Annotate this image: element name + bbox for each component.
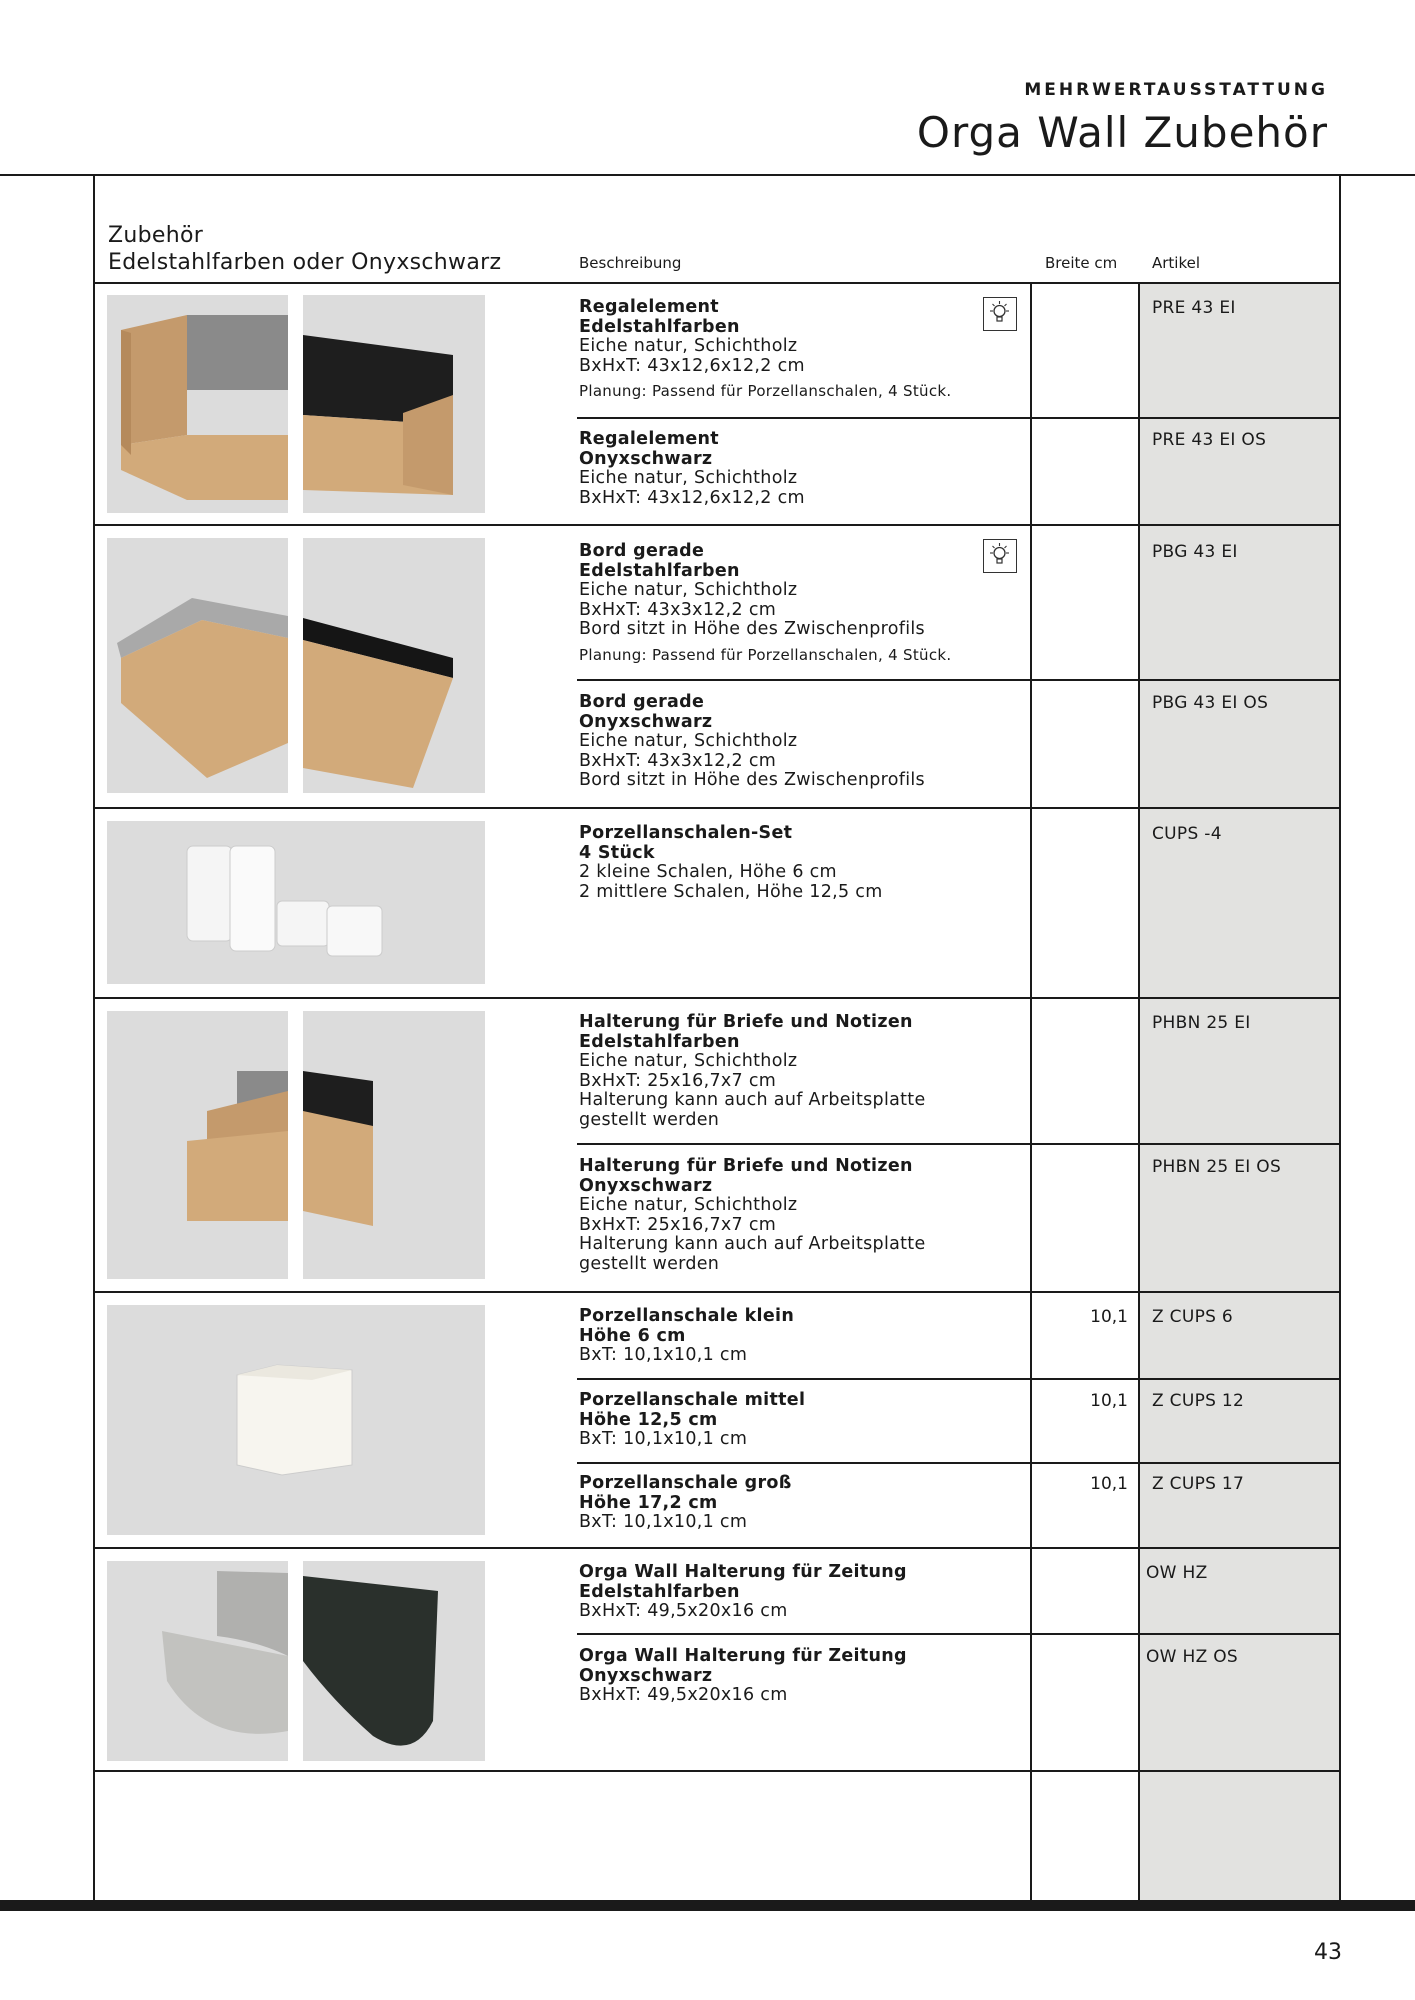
page-title: Orga Wall Zubehör xyxy=(916,108,1328,157)
row-divider xyxy=(577,1378,1341,1380)
article-number: PHBN 25 EI OS xyxy=(1152,1157,1282,1177)
product-image-regalelement-edelstahl xyxy=(107,295,288,513)
article-number: PBG 43 EI OS xyxy=(1152,693,1269,713)
row-porzellanschalen-set: Porzellanschalen-Set 4 Stück 2 kleine Schalen, Höhe 6 cm 2 mittlere Schalen, Höhe 12,5 cm xyxy=(579,823,883,902)
group-divider xyxy=(93,997,1341,999)
group-divider xyxy=(93,807,1341,809)
row-regalelement-edelstahl: Regalelement Edelstahlfarben Eiche natur, Schichtholz BxHxT: 43x12,6x12,2 cm Planung: Passend für Porzellanschalen, 4 Stück. xyxy=(579,297,952,400)
article-number: CUPS -4 xyxy=(1152,824,1222,844)
group-divider xyxy=(93,1291,1341,1293)
article-number: Z CUPS 6 xyxy=(1152,1307,1234,1327)
row-divider xyxy=(577,1462,1341,1464)
product-image-bord-onyx xyxy=(303,538,485,793)
product-image-halterung-briefe-edelstahl xyxy=(107,1011,288,1279)
column-header-article: Artikel xyxy=(1152,254,1201,272)
article-number: OW HZ xyxy=(1146,1563,1208,1583)
group-divider xyxy=(93,1770,1341,1772)
row-zeitungshalterung-onyx: Orga Wall Halterung für Zeitung Onyxschwarz BxHxT: 49,5x20x16 cm xyxy=(579,1646,907,1705)
width-value: 10,1 xyxy=(1090,1474,1128,1494)
product-image-porzellanschalen-set xyxy=(107,821,485,984)
article-number: PHBN 25 EI xyxy=(1152,1013,1251,1033)
product-image-porzellanschale xyxy=(107,1305,485,1535)
section-kicker: MEHRWERTAUSSTATTUNG xyxy=(1024,80,1328,100)
footer-bar xyxy=(0,1900,1415,1911)
lightbulb-icon xyxy=(983,297,1017,331)
page-number: 43 xyxy=(1314,1940,1342,1965)
row-zeitungshalterung-edelstahl: Orga Wall Halterung für Zeitung Edelstahlfarben BxHxT: 49,5x20x16 cm xyxy=(579,1562,907,1621)
row-porzellanschale-gross: Porzellanschale groß Höhe 17,2 cm BxT: 10,1x10,1 cm xyxy=(579,1473,792,1532)
product-image-zeitungshalterung-edelstahl xyxy=(107,1561,288,1761)
row-divider xyxy=(577,679,1341,681)
group-divider xyxy=(93,1547,1341,1549)
lightbulb-icon xyxy=(983,539,1017,573)
article-number: Z CUPS 12 xyxy=(1152,1391,1245,1411)
row-halterung-briefe-edelstahl: Halterung für Briefe und Notizen Edelstahlfarben Eiche natur, Schichtholz BxHxT: 25x16,7x7 cm Halterung kann auch auf Arbeitsplatte gestellt werden xyxy=(579,1012,926,1130)
product-image-halterung-briefe-onyx xyxy=(303,1011,485,1279)
article-number: PRE 43 EI xyxy=(1152,298,1236,318)
article-column-divider xyxy=(1138,283,1140,1900)
row-bord-edelstahl: Bord gerade Edelstahlfarben Eiche natur, Schichtholz BxHxT: 43x3x12,2 cm Bord sitzt in Höhe des Zwischenprofils Planung: Passend für Porzellanschalen, 4 Stück. xyxy=(579,541,952,664)
row-regalelement-onyx: Regalelement Onyxschwarz Eiche natur, Schichtholz BxHxT: 43x12,6x12,2 cm xyxy=(579,429,805,508)
width-column-divider xyxy=(1030,283,1032,1900)
product-image-zeitungshalterung-onyx xyxy=(303,1561,485,1761)
table-left-border xyxy=(93,174,95,1900)
width-value: 10,1 xyxy=(1090,1391,1128,1411)
group-divider xyxy=(93,524,1341,526)
section-title: Zubehör Edelstahlfarben oder Onyxschwarz xyxy=(108,223,502,275)
row-halterung-briefe-onyx: Halterung für Briefe und Notizen Onyxschwarz Eiche natur, Schichtholz BxHxT: 25x16,7x7 cm Halterung kann auch auf Arbeitsplatte gestellt werden xyxy=(579,1156,926,1274)
row-bord-onyx: Bord gerade Onyxschwarz Eiche natur, Schichtholz BxHxT: 43x3x12,2 cm Bord sitzt in Höhe des Zwischenprofils xyxy=(579,692,925,790)
column-header-width: Breite cm xyxy=(1045,254,1118,272)
row-porzellanschale-mittel: Porzellanschale mittel Höhe 12,5 cm BxT: 10,1x10,1 cm xyxy=(579,1390,806,1449)
article-number: PBG 43 EI xyxy=(1152,542,1238,562)
row-divider xyxy=(577,1143,1341,1145)
table-right-border xyxy=(1339,174,1341,1900)
header-rule xyxy=(0,174,1415,176)
row-divider xyxy=(577,1633,1341,1635)
article-number: Z CUPS 17 xyxy=(1152,1474,1245,1494)
article-number: PRE 43 EI OS xyxy=(1152,430,1267,450)
row-porzellanschale-klein: Porzellanschale klein Höhe 6 cm BxT: 10,1x10,1 cm xyxy=(579,1306,795,1365)
width-value: 10,1 xyxy=(1090,1307,1128,1327)
column-header-description: Beschreibung xyxy=(579,254,682,272)
article-number: OW HZ OS xyxy=(1146,1647,1238,1667)
table-header-rule xyxy=(93,282,1341,284)
row-divider xyxy=(577,417,1341,419)
product-image-regalelement-onyx xyxy=(303,295,485,513)
product-image-bord-edelstahl xyxy=(107,538,288,793)
